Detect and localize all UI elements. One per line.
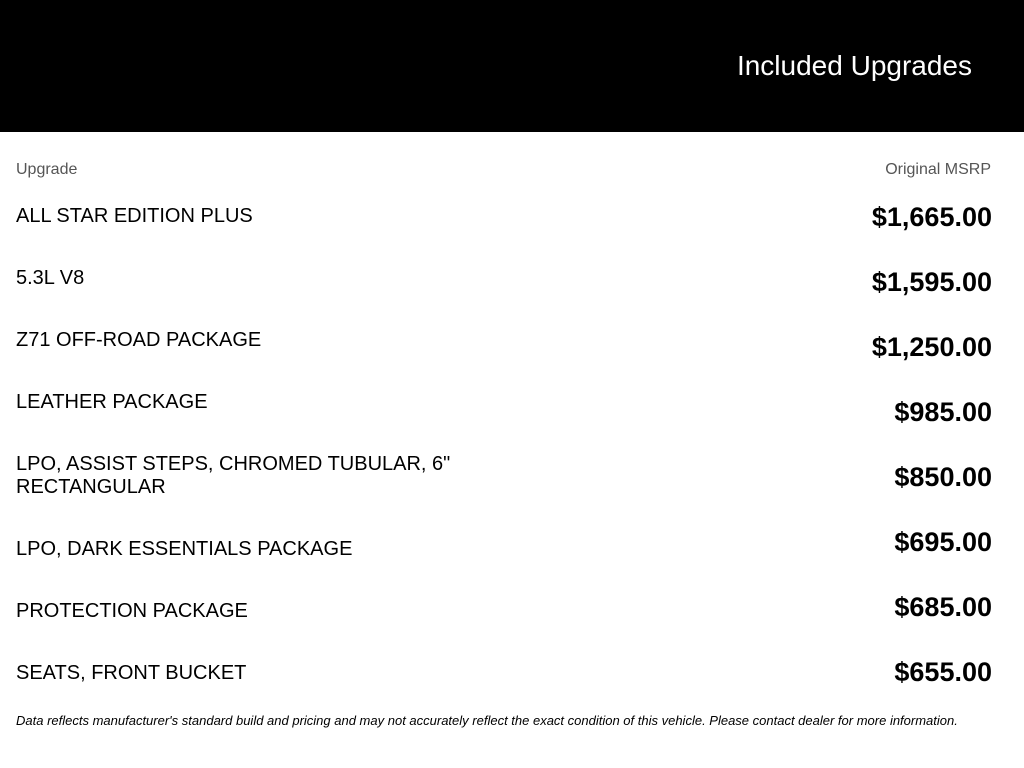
column-header-msrp: Original MSRP	[885, 161, 991, 178]
upgrade-name: 5.3L V8	[16, 267, 85, 289]
upgrade-name: LPO, ASSIST STEPS, CHROMED TUBULAR, 6" RECTANGULAR	[16, 453, 451, 498]
page-title: Included Upgrades	[736, 50, 972, 81]
upgrade-name: Z71 OFF-ROAD PACKAGE	[16, 329, 262, 351]
upgrade-price: $850.00	[894, 462, 992, 492]
column-header-upgrade: Upgrade	[16, 161, 78, 178]
upgrade-price: $1,665.00	[871, 202, 992, 232]
upgrade-name: ALL STAR EDITION PLUS	[16, 205, 253, 227]
upgrade-price: $655.00	[894, 657, 992, 687]
header-bar	[0, 0, 1024, 132]
disclaimer-text: Data reflects manufacturer's standard build and pricing and may not accurately reflect the exact condition of this vehicle. Please contact dealer for more information.	[16, 713, 958, 728]
upgrade-price: $1,595.00	[871, 267, 992, 297]
upgrade-price: $1,250.00	[871, 332, 992, 362]
upgrade-name: LPO, DARK ESSENTIALS PACKAGE	[16, 538, 353, 560]
upgrade-price: $685.00	[894, 592, 992, 622]
upgrade-price: $695.00	[894, 527, 992, 557]
upgrade-name: LEATHER PACKAGE	[16, 391, 208, 413]
upgrade-name: PROTECTION PACKAGE	[16, 600, 248, 622]
upgrade-price: $985.00	[894, 397, 992, 427]
upgrade-name: SEATS, FRONT BUCKET	[16, 662, 247, 684]
